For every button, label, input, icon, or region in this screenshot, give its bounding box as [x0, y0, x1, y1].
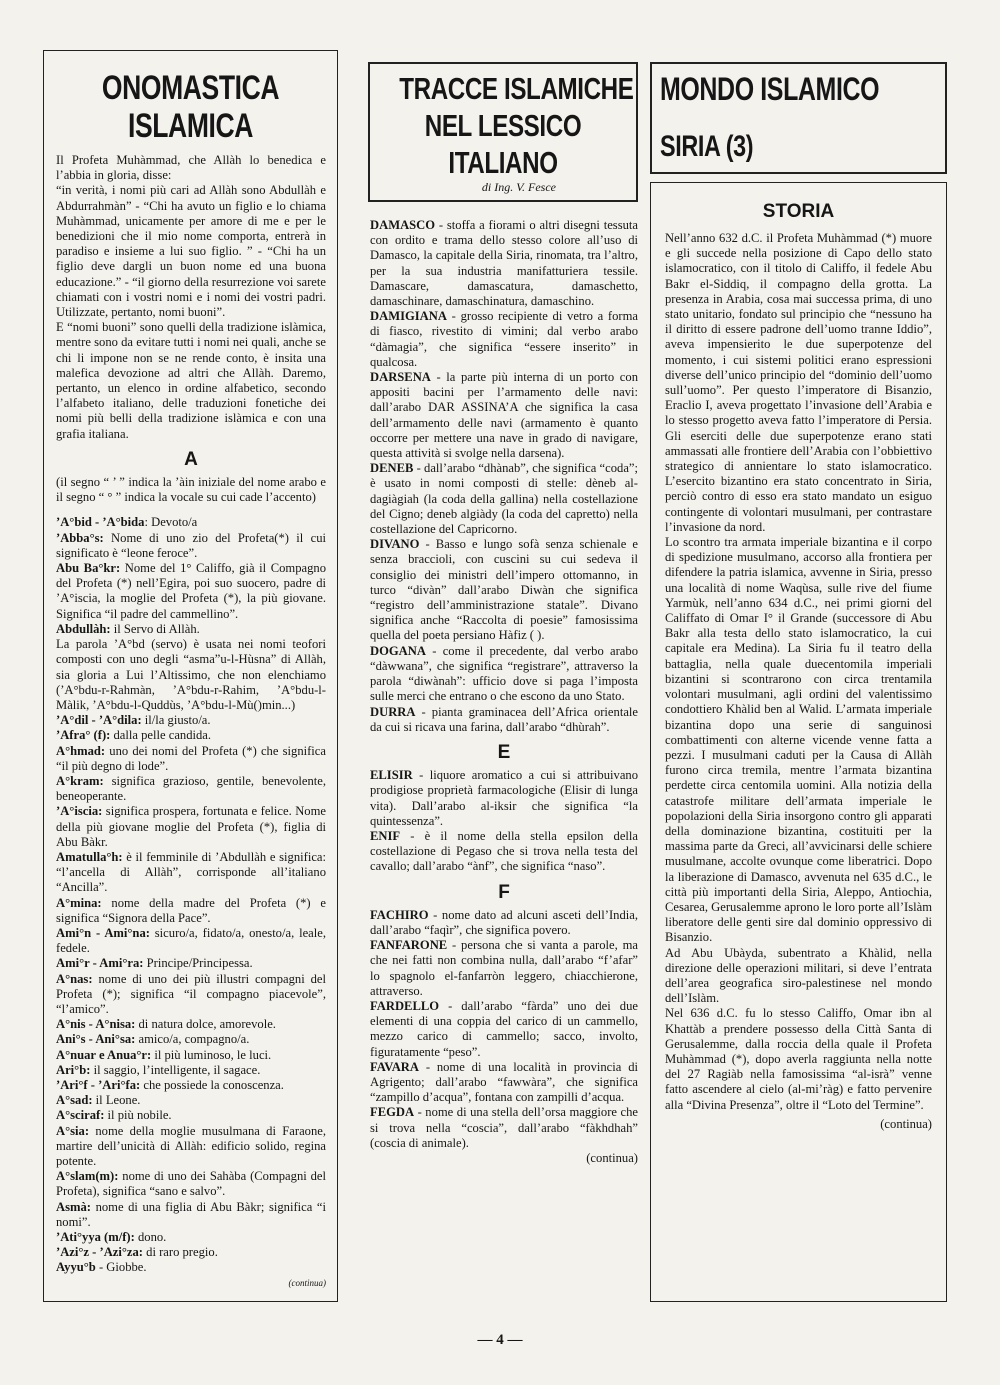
entry-term: Abu Ba°kr: [56, 561, 121, 576]
entry-term: Asmà: [56, 1199, 91, 1214]
storia-paragraph: Lo scontro tra armata imperiale bizantina e il corpo di spedizione musulmano, accorso alla frontiera per difendere la patria islamica, avvenne in Siria, presso una località di nome Waqùsa, sulle rive del fiume Yarmùk, nell’anno 634 d.C., nei primi giorni del Califfato di Omar I° il Grande (successore di Abu Bakr alla testa dello stato islamocratico, la cui capitale era Medina). La Siria fu il teatro della battaglia, nella quale duecentomila imperiali bizantini si scontrarono con circa trentamila volontari musulmani, agli ordini del valentissimo condottiero Khàlid ben al Walid. L’armata imperiale bizantina dopo una serie di sanguinosi combattimenti con alterne vicende venne fatta a pezzi. I musulmani caduti per la Causa di Allàh furono circa tremila, mentre l’armata bizantina perdette circa centomila uomini. Alla notizia della catastrofe militare dell’armata imperiale le popolazioni della Siria insorgono contro gli apparati della dominazione bizantina, costituiti per la massima parte da Greci, all’avvicinarsi delle schiere musulmane, accolte ovunque come liberatrici. Dopo la liberazione di Damasco, avvenuta nel 635 d.C., le città più importanti della Siria, Aleppo, Antiochia, Cesarea, Gerusalemme aprono le loro porte all’Islàm liberatore delle genti sire dal dominio oppressivo di Bisanzio. [665, 535, 932, 945]
entry-definition: - liquore aromatico a cui si attribuivano prodigiose proprietà farmacologiche (Elisir di lunga vita). Dall’arabo al-iksir che significa “la quintessenza”. [370, 768, 638, 828]
storia-paragraph: Nell’anno 632 d.C. il Profeta Muhàmmad (*) muore e gli succede nella posizione di Capo dello stato islamocratico, con il titolo di Califfo, il fedele Abu Bakr el-Siddiq, il compagno della grotta. La presenza in Arabia, cosa mai successa prima, di uno stato unitario, fondato sul principio che “nessuno ha il diritto di essere padrone dell’uomo tranne Iddio”, aveva impensierito le due superpotenze del momento, i cui sistemi politici erano espressioni diverse dell’unico principio del “dominio dell’uomo sull’uomo”. Per questo l’imperatore di Bisanzio, Eraclio I, aveva progettato l’invasione dell’Arabia e lo stesso progetto aveva fatto l’imperatore di Persia. Gli eserciti delle due superpotenze erano stati ammassati alle frontiere dell’Arabia con l’obbiettivo strategico di annientare lo stato islamocratico. L’esercito bizantino era stato concentrato in Siria, perciò contro di esso era stato mandato un esiguo contingente di volontari musulmani, per contrastare l’invasione da nord. [665, 231, 932, 534]
entry-definition: dalla pelle candida. [110, 728, 212, 743]
entry-definition: - grosso recipiente di vetro a forma di fiasco, rivestito di vimini; dal verbo arabo “dàmagia”, che significa “essere inserito” in qualcosa. [370, 309, 638, 369]
entry [370, 1105, 638, 1151]
entry-term: ’Abba°s: [56, 530, 104, 545]
entry [56, 1169, 326, 1199]
entry-definition: il saggio, l’intelligente, il sagace. [90, 1062, 261, 1077]
entry [56, 1017, 326, 1032]
entry-definition: Nome del 1° Califfo, già il Compagno del Profeta (*) nell’Egira, poi suo suocero, padre di ’A°iscia, la moglie del Profeta (*), la più giovane. Significa “il padre del cammellino”. [56, 561, 326, 621]
entry-definition: nome di una figlia di Abu Bàkr; significa “i nomi”. [56, 1199, 326, 1229]
entry-term: Ani°s - Ani°sa: [56, 1032, 136, 1047]
entry-definition: Principe/Principessa. [143, 956, 253, 971]
entry-term: A°nas: [56, 971, 93, 986]
entry [370, 644, 638, 705]
entry [56, 956, 326, 971]
entry-definition: - Basso e lungo sofà senza schienale e senza braccioli, con cuscini su cui sedeva il consiglio dei ministri dell’impero ottomanno, in turco “divàn” dall’arabo Diwàn che significa “registro dell’amministrazione statale”. Divano significa anche “Raccolta di poesie” famosissima quella del poeta persiano Hàfiz ( ). [370, 537, 638, 643]
entry-definition: nome della moglie musulmana di Faraone, martire dell’unicità di Allàh: edificio solido, regina potente. [56, 1123, 326, 1168]
entry-term: DIVANO [370, 537, 420, 552]
entry-term: DAMASCO [370, 218, 436, 232]
name-entries-list [56, 515, 326, 1275]
entry-term: ’A°bid - ’A°bida [56, 515, 145, 530]
continua-note: (continua) [880, 1116, 932, 1131]
entry-term: A°hmad: [56, 743, 106, 758]
entry-term: ’A°iscia: [56, 804, 103, 819]
continua-note: (continua) [586, 1150, 638, 1165]
entry-definition: che possiede la conoscenza. [140, 1077, 284, 1092]
entry-term: FANFARONE [370, 938, 448, 953]
entry-definition: - persona che si vanta a parole, ma che nei fatti non combina nulla, dall’arabo “f’afar” lo spagnolo el-fanfarròn leggero, chiacchierone, attraverso. [370, 938, 638, 998]
entry [56, 622, 326, 637]
onomastica-body [56, 153, 326, 1291]
entry-definition: - nome di una località in provincia di Agrigento; dall’arabo “fawwàra”, che significa “zampillo d’acqua”, fontana con zampilli d’acqua. [370, 1059, 638, 1105]
entry-term: DARSENA [370, 370, 431, 385]
entry [56, 804, 326, 850]
entry [56, 531, 326, 561]
entry-term: ’A°dil - ’A°dila: [56, 713, 142, 728]
onomastica-title-line1: ONOMASTICA [101, 69, 280, 107]
entry-definition: Nome di uno zio del Profeta(*) il cui significato è “leone feroce”. [56, 530, 326, 560]
entry-definition: - la parte più interna di un porto con appositi bacini per l’armamento delle navi: dall’arabo DAR ASSINA’A che significa la casa dell’armamento delle navi (armamento è quanto occorre per mettere una nave in grado di navigare, questa attività si svolge nella darsena). [370, 370, 638, 461]
mondo-islamico-header [650, 62, 947, 174]
entry [56, 1078, 326, 1093]
entry [56, 896, 326, 926]
entry-definition: La parola ’A°bd (servo) è usata nei nomi teofori composti con uno degli “asma”u-l-Hùsna” di Allàh, sia gloria a Lui l’Altissimo, che non elenchiamo (’A°bdu-r-Rahmàn, ’A°bdu-r-Rahim, ’A°bdu-l-Màlik, ’A°bdu-l-Quddùs, ’A°bdu-l-Mù()min...) [56, 637, 326, 712]
onomastica-title-line2: ISLAMICA [127, 107, 254, 145]
entry [56, 850, 326, 896]
entry-term: Abdullàh: [56, 621, 111, 636]
lessico-title-line3: ITALIANO [448, 145, 558, 180]
mondo-islamico-title: MONDO ISLAMICO [660, 71, 880, 107]
entry-term: FACHIRO [370, 907, 429, 922]
entry-term: DAMIGIANA [370, 309, 447, 324]
entry-term: DOGANA [370, 643, 426, 658]
entry-term: ENIF [370, 828, 401, 843]
entry [370, 999, 638, 1060]
section-letter-a: A [184, 448, 198, 470]
entry-definition: il Leone. [92, 1093, 141, 1108]
entry-term: ’Afra° (f): [56, 728, 111, 743]
entry-term: A°sad: [56, 1093, 93, 1108]
entry-term: ’Ati°yya (m/f): [56, 1230, 135, 1245]
storia-column [650, 182, 947, 1302]
entry-definition: - come il precedente, dal verbo arabo “dàwwana”, che significa “registrare”, attraverso la parola “diwànah”: ufficio dove si paga l’imposta sulle merci che entrano o che escono da uno Stato. [370, 643, 638, 704]
entry-term: Amatulla°h: [56, 849, 123, 864]
lessico-title-line2: NEL LESSICO [424, 108, 582, 143]
entry [370, 461, 638, 537]
entry [56, 515, 326, 530]
entry-term: A°nis - A°nisa: [56, 1017, 136, 1032]
entry-definition: - nome di una stella dell’orsa maggiore che si trova nella “coscia”, dall’arabo “fàkhdhah” (coscia di animale). [370, 1105, 638, 1150]
entry [370, 829, 638, 875]
entry-definition: di natura dolce, amorevole. [135, 1017, 276, 1032]
lessico-body [370, 218, 638, 1303]
section-letter-e: E [497, 741, 511, 763]
lessico-header [368, 62, 638, 202]
entry [370, 309, 638, 370]
entry-definition: - stoffa a fiorami o altri disegni tessuta con ordito e trama dello stesso colore all’uso di Damasco, la capitale della Siria, rinomata, tra l’altro, per la sua industria manifatturiera tessile. Damascare, damascatura, damaschetto, damaschinare, damaschinatura, damaschino. [370, 218, 638, 309]
entry-definition: sicuro/a, fidato/a, onesto/a, leale, fedele. [56, 925, 326, 956]
storia-paragraph: Ad Abu Ubàyda, subentrato a Khàlid, nella direzione delle operazioni militari, si deve l’entrata dell’area geografica siro-palestinese nel mondo dell’Islàm. [665, 945, 932, 1006]
entry-definition: - nome dato ad alcuni asceti dell’India, dall’arabo “faqìr”, che significa povero. [370, 907, 638, 937]
entry [370, 705, 638, 735]
entry-term: Ami°r - Ami°ra: [56, 956, 144, 971]
entry [56, 1063, 326, 1078]
entry-definition: nome della madre del Profeta (*) e significa “Signora della Pace”. [56, 895, 326, 925]
entry-definition: - dall’arabo “dhànab”, che significa “coda”; è usato in nomi composti di stelle: dèneb al-dagiàgiah (la coda della gallina) nella costellazione del Cigno; deneb algiàdy (la coda del capretto) nella costellazione del Capricorno. [370, 461, 638, 537]
entry [370, 370, 638, 461]
entry-definition: - Giobbe. [95, 1260, 147, 1275]
entry-definition: nome di uno dei Sahàba (Compagni del Profeta), significa “sano e salvo”. [56, 1169, 326, 1199]
siria-subtitle: SIRIA (3) [660, 130, 754, 163]
entry-term: A°sciraf: [56, 1108, 105, 1123]
entry [56, 1108, 326, 1123]
storia-heading: STORIA [762, 201, 835, 222]
storia-body [651, 231, 946, 1132]
entry-definition: - è il nome della stella epsilon della costellazione di Pegaso che si trova nella testa del cavallo; dall’arabo “ànf”, che significa “naso”. [370, 828, 638, 874]
entry-definition: amico/a, compagno/a. [135, 1032, 250, 1047]
entry-term: Ami°n - Ami°na: [56, 925, 150, 940]
entry-term: FEGDA [370, 1105, 415, 1120]
entry-term: ’Azi°z - ’Azi°za: [56, 1245, 143, 1260]
entry [370, 218, 638, 309]
lessico-title-line1: TRACCE ISLAMICHE [399, 71, 634, 106]
entry [56, 1200, 326, 1230]
entry-term: A°mina: [56, 895, 102, 910]
entry-term: DURRA [370, 704, 416, 719]
entry-definition: è il femminile di ’Abdullàh e significa: “l’ancella di Allàh”, corrisponde all’italiano “Ancilla”. [56, 849, 326, 895]
entry [56, 1093, 326, 1108]
entry-definition: significa grazioso, gentile, benevolente, beneoperante. [56, 773, 326, 804]
entry-definition: - dall’arabo “fàrda” uno dei due elementi di una coppia del carico di un cammello, mezzo carico di cammello; sacco, involto, figuratamente “peso”. [370, 998, 638, 1059]
entry-term: ’Ari°f - ’Ari°fa: [56, 1077, 141, 1092]
entry-term: A°nuar e Anua°r: [56, 1047, 152, 1062]
entry [370, 908, 638, 938]
entry-definition: - pianta graminacea dell’Africa orientale da cui si ricava una farina, dall’arabo “dhùrah”. [370, 704, 638, 734]
entry-term: A°sia: [56, 1123, 90, 1138]
entry [370, 537, 638, 643]
entry-term: DENEB [370, 461, 414, 476]
entry [56, 713, 326, 728]
entry [56, 1230, 326, 1245]
entries-letter-f [370, 908, 638, 1151]
entry [56, 744, 326, 774]
entry-definition: il Servo di Allàh. [110, 621, 200, 636]
entry-definition: di raro pregio. [143, 1245, 218, 1260]
entry [370, 1060, 638, 1106]
entry-term: A°slam(m): [56, 1169, 119, 1184]
entry [56, 972, 326, 1018]
entry-term: Ari°b: [56, 1062, 91, 1077]
entry-definition: significa prospera, fortunata e felice. Nome della più giovane moglie del Profeta (*), figlia di Abu Bàkr. [56, 804, 326, 849]
entry [56, 561, 326, 622]
entry [56, 1260, 326, 1275]
entry-definition: nome di uno dei più illustri compagni del Profeta (*); significa “il compagno piacevole”, “l’amico”. [56, 971, 326, 1016]
onomastica-column [43, 50, 338, 1302]
entry [56, 774, 326, 804]
entry [56, 728, 326, 743]
entry-definition: il più nobile. [104, 1108, 172, 1123]
entry-term: FAVARA [370, 1059, 419, 1074]
entry-term: A°kram: [56, 773, 104, 788]
intro-paragraph: “in verità, i nomi più cari ad Allàh sono Abdullàh e Abdurrahmàn” - “Chi ha avuto un figlio e lo chiama Muhàmmad, unicamente per amore di me e per le benedizioni che il mio nome comporta, entrerà in paradiso e insieme a lui suo figlio. ” - “Chi ha un figlio deve dargli un buon nome ed una buona educazione.” - “il giorno della resurrezione voi sarete chiamati con i vostri nomi e i nomi dei vostri padri. Utilizzate, pertanto, nomi buoni”. [56, 183, 326, 320]
entry-definition: dono. [134, 1230, 167, 1245]
entry-definition: il più luminoso, le luci. [151, 1047, 272, 1062]
entry [370, 938, 638, 999]
entry [56, 1032, 326, 1047]
entry-definition: : Devoto/a [144, 515, 198, 530]
entry [56, 1124, 326, 1170]
continua-note: (continua) [288, 1277, 326, 1288]
entry [56, 1245, 326, 1260]
entry-definition: il/la giusto/a. [141, 713, 211, 728]
entry [370, 768, 638, 829]
entry [56, 926, 326, 956]
intro-paragraph: E “nomi buoni” sono quelli della tradizione islàmica, mentre sono da evitare tutti i nomi nei quali, anche se chi li impone non se ne rende conto, è insita una malefica devozione ad altri che Allàh. Daremo, pertanto, un elenco in ordine alfabetico, secondo l’alfabeto italiano, delle traduzioni fonetiche dei nomi più belli della tradizione islàmica e con una grafia italiana. [56, 320, 326, 441]
entry-definition: uno dei nomi del Profeta (*) che significa “il più degno di lode”. [56, 743, 326, 773]
entry-term: ELISIR [370, 768, 413, 783]
entry-term: Ayyu°b [56, 1260, 96, 1275]
entry [56, 637, 326, 713]
entry-term: FARDELLO [370, 998, 440, 1013]
byline: di Ing. V. Fesce [481, 180, 556, 194]
section-letter-f: F [498, 881, 510, 903]
entries-letter-e [370, 768, 638, 874]
entry [56, 1048, 326, 1063]
entries-letter-d [370, 218, 638, 735]
page-number: — 4 — [477, 1332, 523, 1348]
intro-paragraph: Il Profeta Muhàmmad, che Allàh lo benedica e l’abbia in gloria, disse: [56, 153, 326, 183]
storia-paragraph: Nel 636 d.C. fu lo stesso Califfo, Omar ibn al Khattàb a prendere possesso della Città Santa di Gerusalemme, dalla roccia della quale il Profeta Muhàmmad (*), dopo averla raggiunta nella notte del 27 Ragiàb nella famosissima “al-isrà” venne fatto ascendere al cielo (al-mi’ràg) e fatto pervenire alla “Divina Presenza”, oltre il “Loto del Termine”. [665, 1006, 932, 1112]
accent-note: (il segno “ ’ ” indica la ’àin iniziale del nome arabo e il segno “ ° ” indica la vocale su cui cade l’accento) [56, 475, 326, 505]
